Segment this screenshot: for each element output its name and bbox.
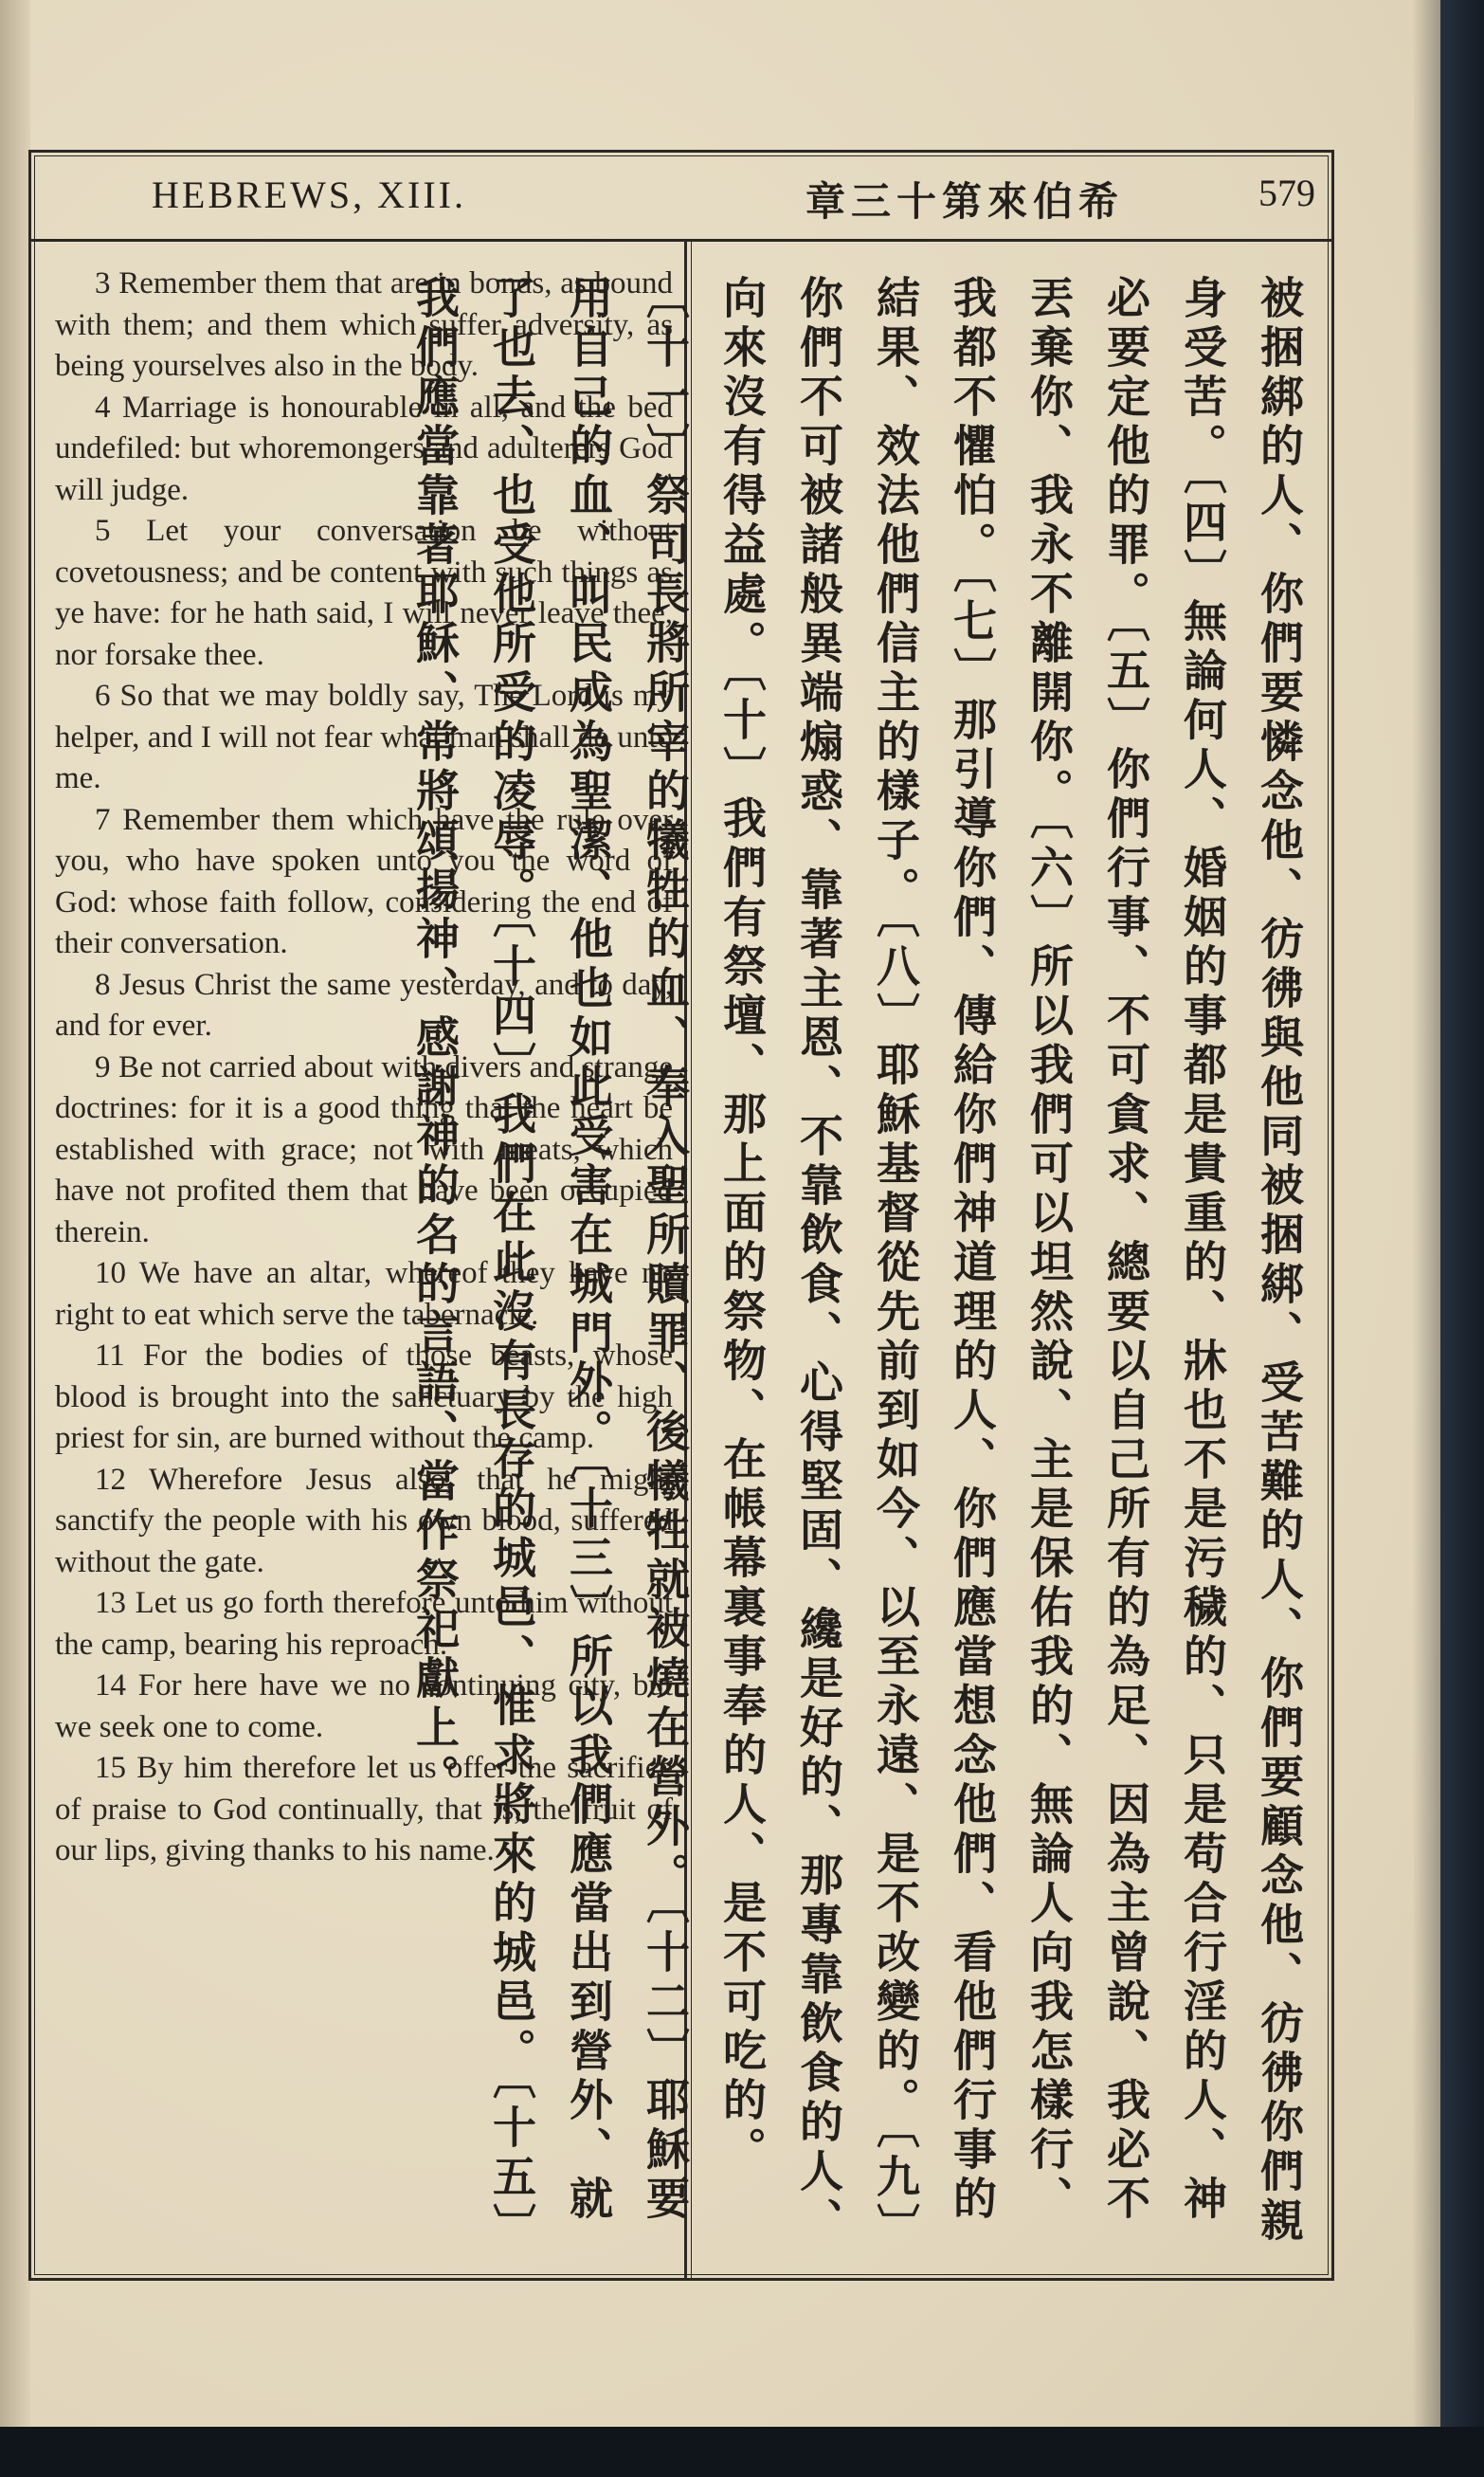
book-cover-edge — [1440, 0, 1484, 2477]
header-rule — [28, 239, 1334, 242]
verse-7: 7 Remember them which have the rule over you, who have spoken unto you the word of God: whose faith follow, considering the end of their conversation. — [55, 802, 673, 960]
verse-6: 6 So that we may boldly say, The Lord is my helper, and I will not fear what man shall do unto me. — [55, 679, 673, 795]
verse-10: 10 We have an altar, whereof they have no right to eat which serve the tabernacle. — [55, 1256, 673, 1332]
verse-12: 12 Wherefore Jesus also, that he might sanctify the people with his own blood, suffered without the gate. — [55, 1462, 673, 1579]
verse-3: 3 Remember them that are in bonds, as bound with them; and them which suffer adversity, as being yourselves also in the body. — [55, 266, 673, 383]
verse-4: 4 Marriage is honourable in all, and the bed undefiled: but whoremongers and adulterers God will judge. — [55, 390, 673, 507]
verse-5: 5 Let your conversation be without covetousness; and be content with such things as ye have: for he hath said, I will never leave thee, nor forsake thee. — [55, 514, 673, 672]
chinese-verses: 被捆綁的人、你們要憐念他、彷彿與他同被捆綁、受苦難的人、你們要顧念他、彷彿你們親身受苦。〔四〕無論何人、婚姻的事都是貴重的、牀也不是污穢的、只是苟合行淫的人、神必要定他的罪。〔五〕你們行事、不可貪求、總要以自己所有的為足、因為主曾說、我必不丟棄你、我永不離開你。〔六〕所以我們可以坦然說、主是保佑我的、無論人向我怎樣行、我都不懼怕。〔七〕那引導你們、傳給你們神道理的人、你們應當想念他們、看他們行事的結果、效法他們信主的樣子。〔八〕耶穌基督從先前到如今、以至永遠、是不改變的。〔九〕你們不可被諸般異端煽惑、靠著主恩、不靠飲食、心得堅固、纔是好的、那專靠飲食的人、向來沒有得益處。〔十〕我們有祭壇、那上面的祭物、在帳幕裏事奉的人、是不可吃的。〔十一〕祭司長將所宰的犧牲的血、奉入聖所贖罪、後犧牲就被燒在營外。〔十二〕耶穌要用自己的血、叫民成為聖潔、他也如此受害在城門外。〔十三〕所以我們應當出到營外、就了也去、也受他所受的凌辱。〔十四〕我們在此沒有長存的城邑、惟求將來的城邑。〔十五〕我們應當靠著耶穌、常將頌揚神、感謝神的名的言語、當作祭祀獻上。 — [409, 275, 1305, 2247]
page-number: 579 — [1258, 172, 1315, 214]
verse-14: 14 For here have we no continuing city, but we seek one to come. — [55, 1668, 673, 1744]
verse-9: 9 Be not carried about with divers and strange doctrines: for it is a good thing that the heart be established with grace; not with meats, which have not profited them that have been occupied therein. — [55, 1049, 673, 1249]
running-head-chinese: 章三十第來伯希 — [805, 178, 1125, 225]
page-edge-shadow — [1412, 0, 1440, 2477]
verse-13: 13 Let us go forth therefore unto him without the camp, bearing his reproach. — [55, 1586, 673, 1662]
book-bottom-edge — [0, 2427, 1484, 2477]
running-head-english: HEBREWS, XIII. — [152, 173, 466, 216]
verse-8: 8 Jesus Christ the same yesterday, and to day, and for ever. — [55, 967, 673, 1043]
verse-15: 15 By him therefore let us offer the sacrifice of praise to God continually, that is, the fruit of our lips, giving thanks to his name. — [55, 1751, 673, 1867]
verse-11: 11 For the bodies of those beasts, whose blood is brought into the sanctuary by the high priest for sin, are burned without the camp. — [55, 1339, 673, 1455]
chinese-column — [409, 275, 1317, 2247]
page-gutter — [0, 0, 30, 2477]
